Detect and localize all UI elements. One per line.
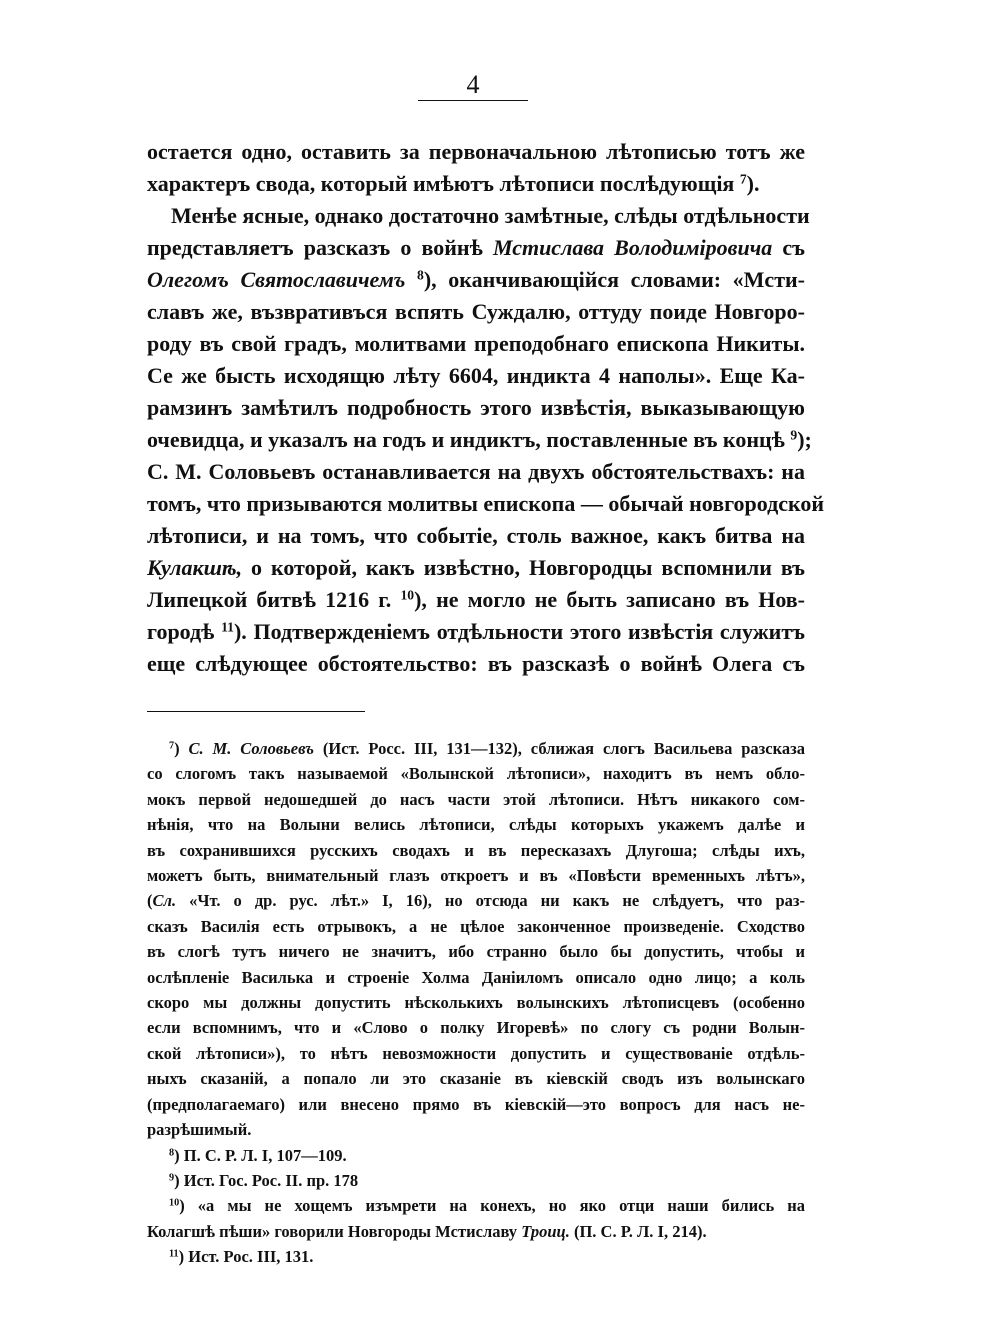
text-run: очевидца, и указалъ на годъ и индиктъ, поставленные въ концѣ	[147, 427, 791, 452]
text-run: нѣнія, что на Волыни велись лѣтописи, слѣды которыхъ укажемъ далѣе и	[147, 815, 805, 835]
text-line	[147, 200, 810, 232]
text-line	[147, 360, 805, 392]
footnote-marker: 8	[169, 1146, 175, 1158]
text-run: рамзинъ замѣтилъ подробность этого извѣстія, выказывающую	[147, 395, 805, 420]
text-run: славъ же, възвративъся вспять Суждалю, оттуду поиде Новгоро-	[147, 299, 805, 324]
footnote-line	[147, 1117, 805, 1142]
footnotes	[147, 736, 805, 1270]
text-run: ), не могло не быть записано въ Нов-	[414, 587, 805, 612]
text-run: (Ист. Росс. III, 131—132), сближая слогъ Васильева разсказа	[313, 739, 806, 758]
footnote-line	[147, 1092, 805, 1117]
footnote-line	[147, 1219, 805, 1244]
text-run: ослѣпленіе Василька и строеніе Холма Даніиломъ описало одно лицо; а коль	[147, 967, 805, 987]
text-run: Се же бысть исходящю лѣту 6604, индикта 4 наполы». Еще Ка-	[147, 363, 805, 388]
page-number: 4	[466, 70, 480, 99]
text-line	[147, 424, 812, 456]
text-line	[147, 136, 805, 168]
text-run: о которой, какъ извѣстно, Новгородцы вспомнили въ	[242, 555, 805, 580]
footnote-separator	[147, 711, 365, 712]
page-number-rule	[418, 100, 528, 101]
text-run: можетъ быть, внимательный глазъ откроетъ и въ «Повѣсти временныхъ лѣтъ»,	[147, 866, 805, 886]
italic-text-run: Сл.	[152, 891, 177, 911]
text-run: ) П. С. Р. Л. I, 107—109.	[174, 1145, 347, 1165]
text-run: ) Ист. Гос. Рос. II. пр. 178	[174, 1170, 359, 1190]
italic-text-run: Олегомъ Святославичемъ	[147, 267, 406, 292]
text-line	[147, 584, 805, 616]
footnote-line	[147, 1143, 805, 1168]
text-run: скоро мы должны допустить нѣсколькихъ волынскихъ лѣтописцевъ (особенно	[147, 993, 805, 1013]
text-run: ).	[746, 171, 760, 196]
text-run: сказъ Василія есть отрывокъ, а не цѣлое законченное произведеніе. Сходство	[147, 916, 805, 936]
footnote-line	[147, 990, 805, 1015]
footnote-marker: 10	[169, 1197, 180, 1209]
text-run: ) Ист. Рос. III, 131.	[178, 1247, 314, 1267]
text-run: лѣтописи, и на томъ, что событіе, столь важное, какъ битва на	[147, 523, 805, 548]
text-run: С. М. Соловьевъ останавливается на двухъ обстоятельствахъ: на	[147, 459, 805, 484]
text-run: «Чт. о др. рус. лѣт.» I, 16), но отсюда ни какъ не слѣдуетъ, что раз-	[176, 891, 805, 911]
footnote-marker: 8	[417, 267, 424, 283]
footnote-line	[147, 863, 805, 888]
text-run: Липецкой битвѣ 1216 г.	[147, 587, 401, 612]
text-run: роду въ свой градъ, молитвами преподобнаго епископа Никиты.	[147, 331, 805, 356]
text-run: представляетъ разсказъ о войнѣ	[147, 235, 493, 260]
text-run: разрѣшимый.	[147, 1120, 252, 1140]
text-line	[147, 520, 805, 552]
footnote-line	[147, 761, 805, 786]
footnote-line	[147, 914, 805, 939]
text-line	[147, 552, 805, 584]
text-run: съ	[772, 235, 806, 260]
text-run: еще слѣдующее обстоятельство: въ разсказѣ о войнѣ Олега съ	[147, 651, 805, 676]
footnote-line	[147, 838, 805, 863]
footnote-line	[147, 939, 805, 964]
footnote-marker: 7	[739, 171, 747, 187]
text-run: остается одно, оставить за первоначальною лѣтописью тотъ же	[147, 139, 805, 164]
italic-text-run: Мстислава Володиміровича	[492, 235, 773, 260]
footnote-line	[147, 888, 805, 913]
text-run: ) «а мы не хощемъ изъмрети на конехъ, но яко отци наши бились на	[179, 1196, 805, 1216]
footnote-line	[147, 1193, 805, 1218]
footnote-marker: 7	[169, 740, 175, 752]
text-run: если вспомнимъ, что и «Слово о полку Игоревѣ» по слогу съ родни Волын-	[147, 1018, 805, 1038]
italic-text-run: Троиц.	[521, 1221, 570, 1241]
text-run: (П. С. Р. Л. I, 214).	[569, 1221, 707, 1241]
text-line	[147, 616, 805, 648]
text-run: въ слогѣ тутъ ничего не значитъ, ибо странно было бы допустить, чтобы и	[147, 942, 805, 962]
footnote-marker: 11	[221, 619, 234, 635]
text-run: въ сохранившихся русскихъ сводахъ и въ пересказахъ Длугоша; слѣды ихъ,	[147, 840, 805, 860]
footnote-line	[147, 965, 805, 990]
text-run: мокъ первой недошедшей до насъ части этой лѣтописи. Нѣтъ никакого сом-	[147, 789, 805, 809]
text-line	[147, 456, 805, 488]
text-run: (предполагаемаго) или внесено прямо въ кіевскій—это вопросъ для насъ не-	[147, 1094, 805, 1114]
text-run: ской лѣтописи»), то нѣтъ невозможности допустить и существованіе отдѣль-	[147, 1043, 805, 1063]
footnote-line	[147, 1244, 805, 1269]
footnote-line	[147, 736, 805, 761]
footnote-marker: 10	[400, 587, 415, 603]
footnote-line	[147, 1015, 805, 1040]
italic-text-run: Кулакшѣ,	[147, 555, 243, 580]
footnote-line	[147, 1066, 805, 1091]
footnote-line	[147, 787, 805, 812]
text-run: Колагшѣ пѣши» говорили Новгороды Мстиславу	[147, 1221, 522, 1241]
footnote-line	[147, 812, 805, 837]
text-line	[147, 392, 805, 424]
footnote-line	[147, 1041, 805, 1066]
footnote-marker: 9	[790, 427, 798, 443]
text-run: ). Подтвержденіемъ отдѣльности этого извѣстія служитъ	[233, 619, 805, 644]
text-run: ныхъ сказаній, а попало ли это сказаніе въ кіевскій сводъ изъ волынскаго	[147, 1069, 805, 1089]
text-line	[147, 648, 805, 680]
text-line	[147, 488, 825, 520]
footnote-marker: 11	[169, 1248, 179, 1260]
footnote-line	[147, 1168, 805, 1193]
text-run: со слогомъ такъ называемой «Волынской лѣтописи», находитъ въ немъ обло-	[147, 764, 805, 784]
text-run: ), оканчивающійся словами: «Мсти-	[423, 267, 805, 292]
text-run: городѣ	[147, 619, 222, 644]
text-line	[147, 264, 805, 296]
text-run: томъ, что призываются молитвы епископа — обычай новгородской	[147, 491, 825, 516]
text-line	[147, 328, 805, 360]
text-run	[405, 267, 417, 292]
text-run: Менѣе ясные, однако достаточно замѣтные, слѣды отдѣльности	[171, 203, 810, 228]
text-run: );	[797, 427, 812, 452]
text-run: (	[147, 891, 153, 911]
italic-text-run: С. М. Соловьевъ	[188, 739, 314, 758]
text-line	[147, 168, 805, 200]
footnote-marker: 9	[169, 1172, 175, 1184]
text-run: )	[174, 739, 189, 758]
text-line	[147, 232, 805, 264]
text-line	[147, 296, 805, 328]
main-text	[147, 136, 825, 680]
text-run: характеръ свода, который имѣютъ лѣтописи послѣдующія	[147, 171, 740, 196]
